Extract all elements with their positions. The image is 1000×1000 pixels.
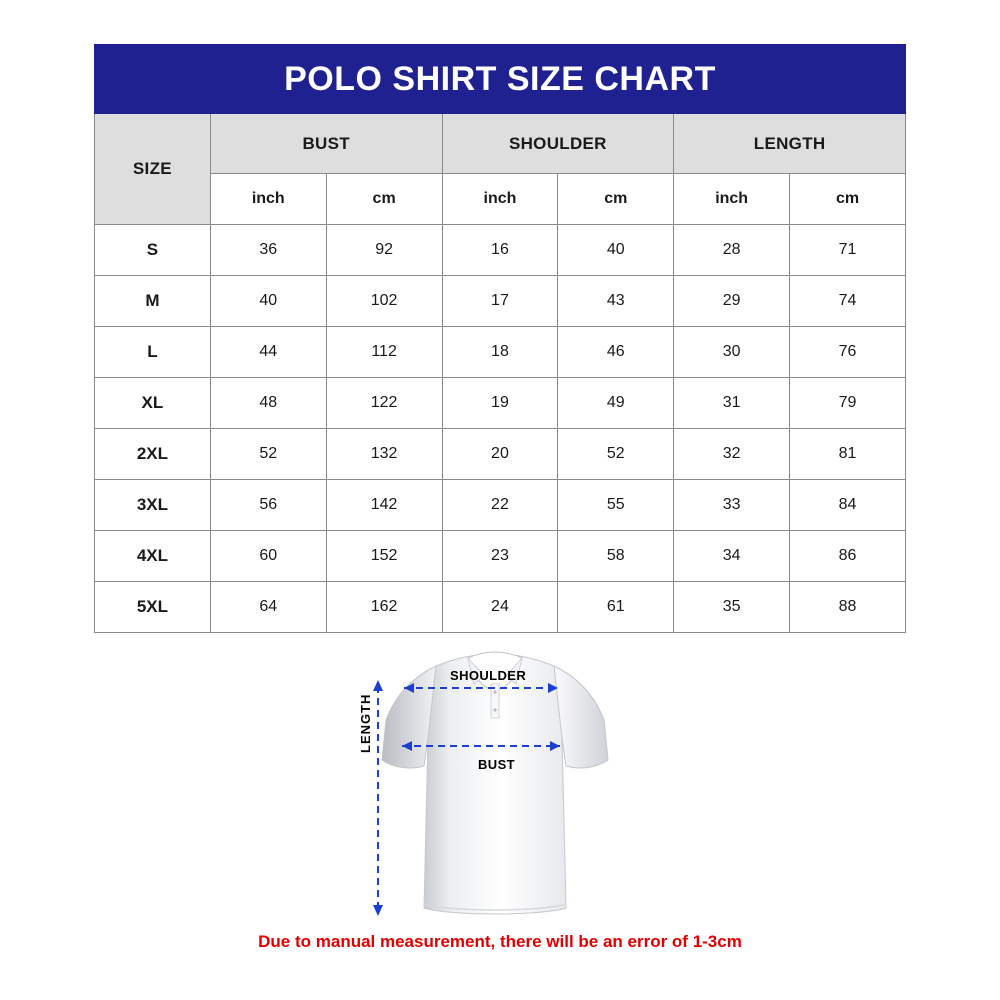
arrowhead-length-bottom xyxy=(373,905,383,916)
table-row xyxy=(95,480,906,531)
cell-length-inch: 35 xyxy=(674,582,790,633)
group-header-length: LENGTH xyxy=(674,114,906,174)
size-chart-container xyxy=(94,44,906,633)
cell-shoulder-inch: 16 xyxy=(442,225,558,276)
page-title: POLO SHIRT SIZE CHART xyxy=(95,45,906,114)
unit-length-inch: inch xyxy=(674,174,790,225)
group-header-row xyxy=(95,114,906,174)
unit-bust-cm: cm xyxy=(326,174,442,225)
row-size-label: 3XL xyxy=(95,480,211,531)
cell-length-inch: 28 xyxy=(674,225,790,276)
group-header-size: SIZE xyxy=(95,114,211,225)
row-size-label: L xyxy=(95,327,211,378)
table-row xyxy=(95,378,906,429)
group-header-bust: BUST xyxy=(210,114,442,174)
group-header-shoulder: SHOULDER xyxy=(442,114,674,174)
unit-bust-inch: inch xyxy=(210,174,326,225)
arrowhead-shoulder-right xyxy=(548,683,558,693)
cell-shoulder-inch: 17 xyxy=(442,276,558,327)
cell-shoulder-cm: 61 xyxy=(558,582,674,633)
cell-shoulder-inch: 23 xyxy=(442,531,558,582)
cell-length-inch: 29 xyxy=(674,276,790,327)
cell-bust-cm: 162 xyxy=(326,582,442,633)
arrowhead-bust-right xyxy=(550,741,560,751)
table-row xyxy=(95,582,906,633)
cell-bust-inch: 60 xyxy=(210,531,326,582)
label-shoulder: SHOULDER xyxy=(450,668,527,683)
table-row xyxy=(95,327,906,378)
unit-header-row xyxy=(95,174,906,225)
cell-length-inch: 30 xyxy=(674,327,790,378)
row-size-label: 5XL xyxy=(95,582,211,633)
cell-length-cm: 71 xyxy=(790,225,906,276)
cell-bust-cm: 142 xyxy=(326,480,442,531)
cell-length-cm: 84 xyxy=(790,480,906,531)
cell-length-inch: 31 xyxy=(674,378,790,429)
table-row xyxy=(95,225,906,276)
unit-shoulder-inch: inch xyxy=(442,174,558,225)
cell-bust-inch: 64 xyxy=(210,582,326,633)
cell-bust-cm: 112 xyxy=(326,327,442,378)
unit-length-cm: cm xyxy=(790,174,906,225)
cell-length-cm: 74 xyxy=(790,276,906,327)
cell-bust-inch: 56 xyxy=(210,480,326,531)
cell-bust-inch: 44 xyxy=(210,327,326,378)
unit-shoulder-cm: cm xyxy=(558,174,674,225)
size-chart-table xyxy=(94,44,906,633)
measurement-diagram xyxy=(340,628,670,928)
arrowhead-bust-left xyxy=(402,741,412,751)
row-size-label: M xyxy=(95,276,211,327)
cell-bust-inch: 40 xyxy=(210,276,326,327)
label-length: LENGTH xyxy=(358,693,373,753)
arrowhead-shoulder-left xyxy=(404,683,414,693)
cell-length-inch: 32 xyxy=(674,429,790,480)
cell-bust-cm: 92 xyxy=(326,225,442,276)
row-size-label: XL xyxy=(95,378,211,429)
cell-bust-cm: 152 xyxy=(326,531,442,582)
cell-shoulder-cm: 55 xyxy=(558,480,674,531)
label-bust: BUST xyxy=(478,757,515,772)
cell-shoulder-cm: 49 xyxy=(558,378,674,429)
cell-bust-inch: 36 xyxy=(210,225,326,276)
row-size-label: 2XL xyxy=(95,429,211,480)
arrowhead-length-top xyxy=(373,680,383,691)
cell-bust-inch: 52 xyxy=(210,429,326,480)
cell-length-cm: 81 xyxy=(790,429,906,480)
cell-length-cm: 88 xyxy=(790,582,906,633)
cell-length-cm: 76 xyxy=(790,327,906,378)
cell-shoulder-cm: 58 xyxy=(558,531,674,582)
row-size-label: S xyxy=(95,225,211,276)
cell-shoulder-cm: 52 xyxy=(558,429,674,480)
chart-title-row xyxy=(95,45,906,114)
measurement-note: Due to manual measurement, there will be an error of 1-3cm xyxy=(258,932,742,951)
table-row xyxy=(95,531,906,582)
cell-shoulder-inch: 18 xyxy=(442,327,558,378)
cell-bust-cm: 122 xyxy=(326,378,442,429)
cell-length-inch: 33 xyxy=(674,480,790,531)
cell-shoulder-cm: 40 xyxy=(558,225,674,276)
cell-shoulder-inch: 22 xyxy=(442,480,558,531)
cell-length-cm: 79 xyxy=(790,378,906,429)
cell-shoulder-cm: 43 xyxy=(558,276,674,327)
cell-shoulder-inch: 24 xyxy=(442,582,558,633)
row-size-label: 4XL xyxy=(95,531,211,582)
cell-shoulder-inch: 19 xyxy=(442,378,558,429)
cell-bust-cm: 102 xyxy=(326,276,442,327)
table-row xyxy=(95,276,906,327)
cell-length-inch: 34 xyxy=(674,531,790,582)
cell-shoulder-inch: 20 xyxy=(442,429,558,480)
table-row xyxy=(95,429,906,480)
cell-bust-cm: 132 xyxy=(326,429,442,480)
cell-bust-inch: 48 xyxy=(210,378,326,429)
cell-shoulder-cm: 46 xyxy=(558,327,674,378)
cell-length-cm: 86 xyxy=(790,531,906,582)
